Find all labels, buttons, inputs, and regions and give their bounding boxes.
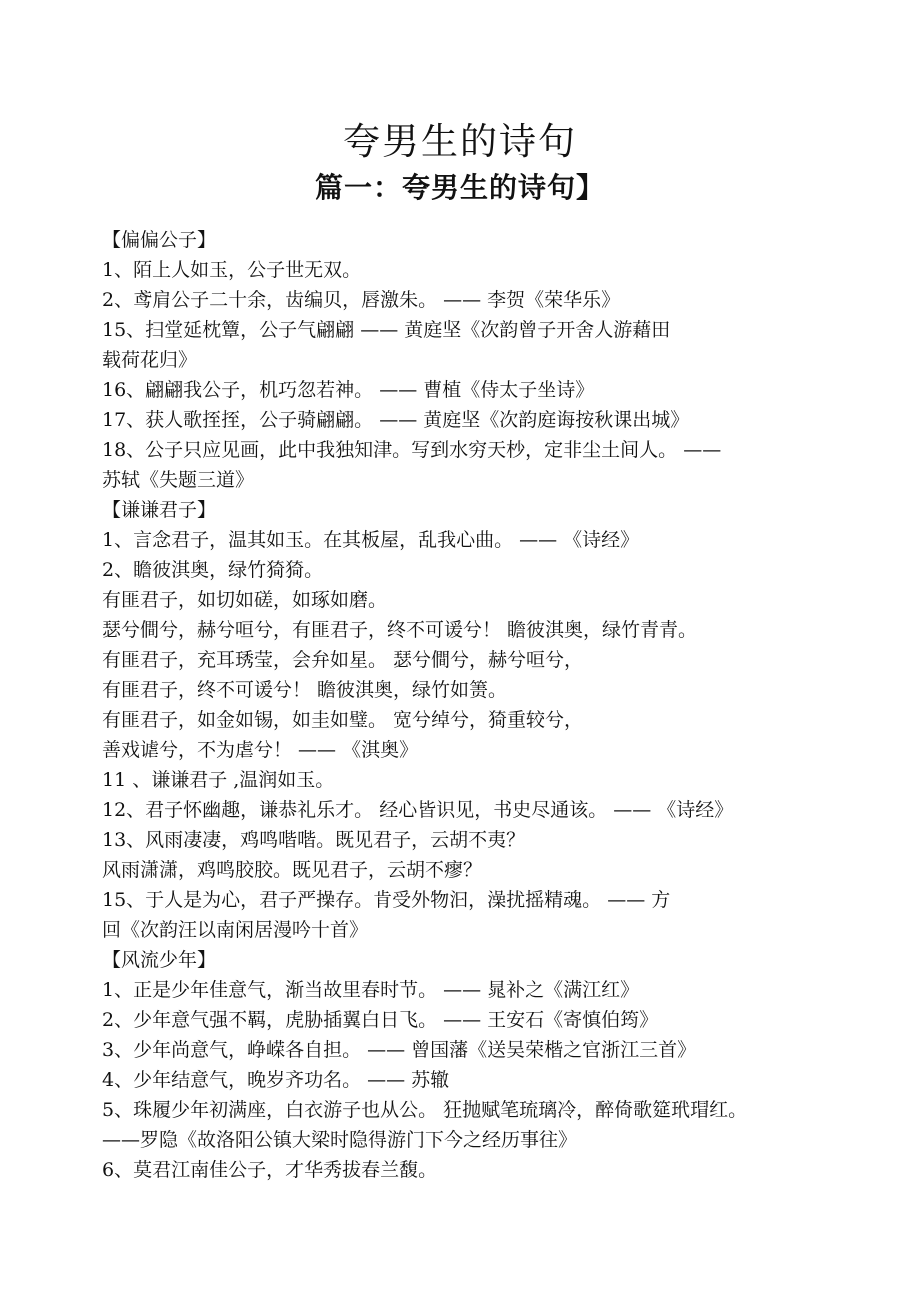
text-line: 1、陌上人如玉，公子世无双。 bbox=[102, 259, 362, 281]
text-line: 有匪君子，充耳琇莹，会弁如星。 瑟兮僴兮，赫兮咺兮， bbox=[102, 649, 584, 671]
text-line: 2、少年意气强不羁，虎胁插翼白日飞。 —— 王安石《寄慎伯筠》 bbox=[102, 1009, 659, 1031]
text-line: 2、鸢肩公子二十余，齿编贝，唇激朱。 —— 李贺《荣华乐》 bbox=[102, 289, 621, 311]
text-line: 【偏偏公子】 bbox=[102, 229, 217, 251]
document-body bbox=[102, 225, 802, 1185]
text-line: 15、扫堂延枕簟，公子气翩翩 —— 黄庭坚《次韵曾子开舍人游藉田 bbox=[102, 319, 671, 341]
text-line: 2、瞻彼淇奥，绿竹猗猗。 bbox=[102, 559, 324, 581]
text-line: 5、珠履少年初满座，白衣游子也从公。 狂抛赋笔琉璃冷，醉倚歌筵玳瑁红。 bbox=[102, 1099, 748, 1121]
text-line: 13、风雨凄凄，鸡鸣喈喈。既见君子，云胡不夷？ bbox=[102, 829, 526, 851]
text-line: 16、翩翩我公子，机巧忽若神。 —— 曹植《侍太子坐诗》 bbox=[102, 379, 595, 401]
text-line: 瑟兮僴兮，赫兮咺兮，有匪君子，终不可谖兮！ 瞻彼淇奥，绿竹青青。 bbox=[102, 619, 698, 641]
text-line: 3、少年尚意气，峥嵘各自担。 —— 曾国藩《送吴荣楷之官浙江三首》 bbox=[102, 1039, 697, 1061]
text-line: 11 、谦谦君子 ,温润如玉。 bbox=[102, 769, 335, 791]
text-line: 载荷花归》 bbox=[102, 349, 198, 371]
text-line: 风雨潇潇，鸡鸣胶胶。既见君子，云胡不瘳？ bbox=[102, 859, 483, 881]
text-line: 4、少年结意气，晚岁齐功名。 —— 苏辙 bbox=[102, 1069, 450, 1091]
text-line: ——罗隐《故洛阳公镇大梁时隐得游门下今之经历事往》 bbox=[102, 1129, 578, 1151]
text-line: 苏轼《失题三道》 bbox=[102, 469, 255, 491]
text-line: 善戏谑兮，不为虐兮！ —— 《淇奥》 bbox=[102, 739, 419, 761]
text-line: 1、言念君子，温其如玉。在其板屋，乱我心曲。 —— 《诗经》 bbox=[102, 529, 640, 551]
text-line: 有匪君子，如金如锡，如圭如璧。 宽兮绰兮，猗重较兮， bbox=[102, 709, 584, 731]
text-line: 【谦谦君子】 bbox=[102, 499, 217, 521]
text-line: 15、于人是为心，君子严操存。肯受外物汩，澡扰摇精魂。 —— 方 bbox=[102, 889, 671, 911]
text-line: 17、获人歌挃挃，公子骑翩翩。 —— 黄庭坚《次韵庭诲按秋课出城》 bbox=[102, 409, 690, 431]
text-line: 1、正是少年佳意气，渐当故里春时节。 —— 晁补之《满江红》 bbox=[102, 979, 640, 1001]
text-line: 【风流少年】 bbox=[102, 949, 217, 971]
text-line: 有匪君子，如切如磋，如琢如磨。 bbox=[102, 589, 388, 611]
text-line: 12、君子怀幽趣，谦恭礼乐才。 经心皆识见，书史尽通该。 —— 《诗经》 bbox=[102, 799, 734, 821]
document-subtitle: 篇一：夸男生的诗句】 bbox=[314, 171, 605, 204]
text-line: 6、莫君江南佳公子，才华秀拔春兰馥。 bbox=[102, 1159, 438, 1181]
text-line: 18、公子只应见画，此中我独知津。写到水穷天杪，定非尘土间人。 —— bbox=[102, 439, 722, 461]
document-title: 夸男生的诗句 bbox=[343, 120, 577, 163]
text-line: 有匪君子，终不可谖兮！ 瞻彼淇奥，绿竹如箦。 bbox=[102, 679, 508, 701]
text-line: 回《次韵汪以南闲居漫吟十首》 bbox=[102, 919, 369, 941]
